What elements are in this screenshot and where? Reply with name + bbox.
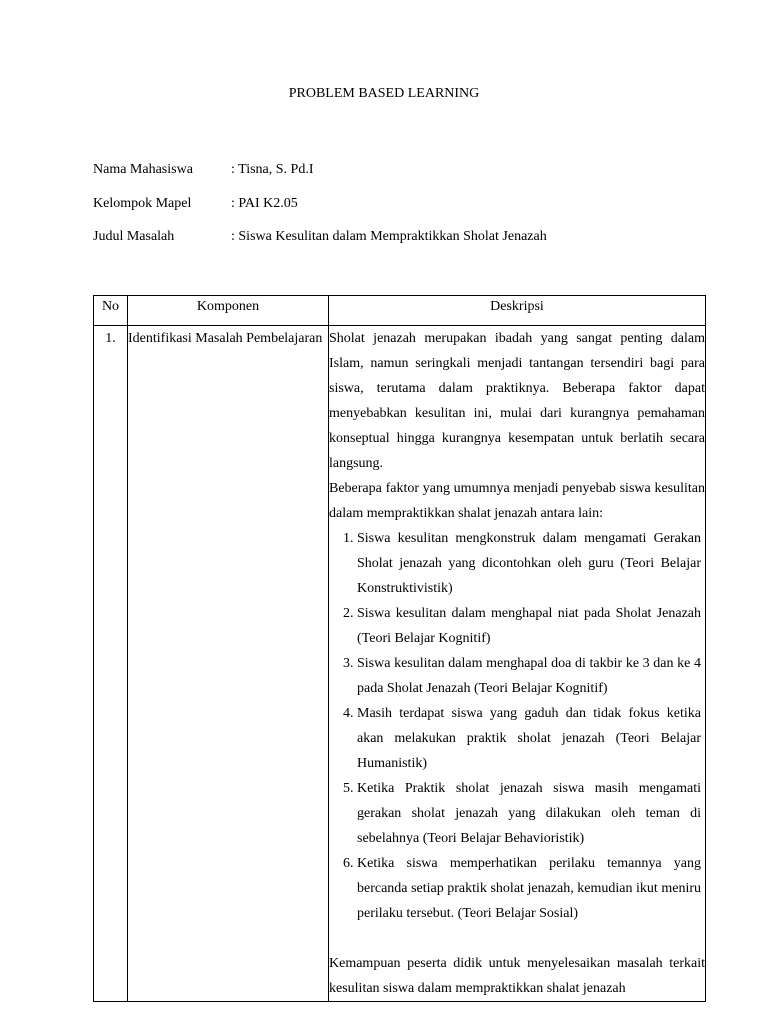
meta-value-nama: : Tisna, S. Pd.I xyxy=(231,162,314,177)
factor-item: 5. Ketika Praktik sholat jenazah siswa masih mengamati gerakan sholat jenazah yang dilakukan oleh teman di sebelahnya (Teori Belajar Behavioristik) xyxy=(357,776,705,851)
description-paragraph-1: Sholat jenazah merupakan ibadah yang sangat penting dalam Islam, namun seringkali menjadi tantangan tersendiri bagi para siswa, terutama dalam praktiknya. Beberapa faktor dapat menyebabkan kesulitan ini, mulai dari kurangnya pemahaman konseptual hingga kurangnya kesempatan untuk berlatih secara langsung. xyxy=(329,331,705,471)
meta-value-kelompok: : PAI K2.05 xyxy=(231,196,298,211)
meta-label-kelompok: Kelompok Mapel xyxy=(93,196,192,211)
header-no: No xyxy=(94,296,128,326)
header-deskripsi: Deskripsi xyxy=(329,296,706,326)
factor-list xyxy=(329,526,750,926)
spacer xyxy=(329,926,705,951)
row-komponen: Identifikasi Masalah Pembelajaran xyxy=(128,326,329,1002)
meta-value-judul: : Siswa Kesulitan dalam Mempraktikkan Sholat Jenazah xyxy=(231,229,547,244)
table-header-row xyxy=(94,296,706,326)
factor-item: 3. Siswa kesulitan dalam menghapal doa di takbir ke 3 dan ke 4 pada Sholat Jenazah (Teori Belajar Kognitif) xyxy=(357,651,705,701)
meta-label-judul: Judul Masalah xyxy=(93,229,175,244)
problem-table xyxy=(93,295,750,1002)
factor-item: 2. Siswa kesulitan dalam menghapal niat pada Sholat Jenazah (Teori Belajar Kognitif) xyxy=(357,601,705,651)
table-row xyxy=(94,326,706,1002)
row-number: 1. xyxy=(94,326,128,1002)
document-title: PROBLEM BASED LEARNING xyxy=(288,86,480,101)
row-deskripsi xyxy=(329,326,750,1002)
header-komponen: Komponen xyxy=(128,296,329,326)
description-paragraph-2: Beberapa faktor yang umumnya menjadi penyebab siswa kesulitan dalam mempraktikkan shalat jenazah antara lain: xyxy=(329,481,705,521)
meta-label-nama: Nama Mahasiswa xyxy=(93,162,193,177)
description-paragraph-3: Kemampuan peserta didik untuk menyelesaikan masalah terkait kesulitan siswa dalam mempraktikkan shalat jenazah xyxy=(329,956,705,996)
factor-item: 6. Ketika siswa memperhatikan perilaku temannya yang bercanda setiap praktik sholat jenazah, kemudian ikut meniru perilaku tersebut. (Teori Belajar Sosial) xyxy=(357,851,705,926)
factor-item: 4. Masih terdapat siswa yang gaduh dan tidak fokus ketika akan melakukan praktik sholat jenazah (Teori Belajar Humanistik) xyxy=(357,701,705,776)
factor-item: 1. Siswa kesulitan mengkonstruk dalam mengamati Gerakan Sholat jenazah yang dicontohkan oleh guru (Teori Belajar Konstruktivistik) xyxy=(357,526,705,601)
